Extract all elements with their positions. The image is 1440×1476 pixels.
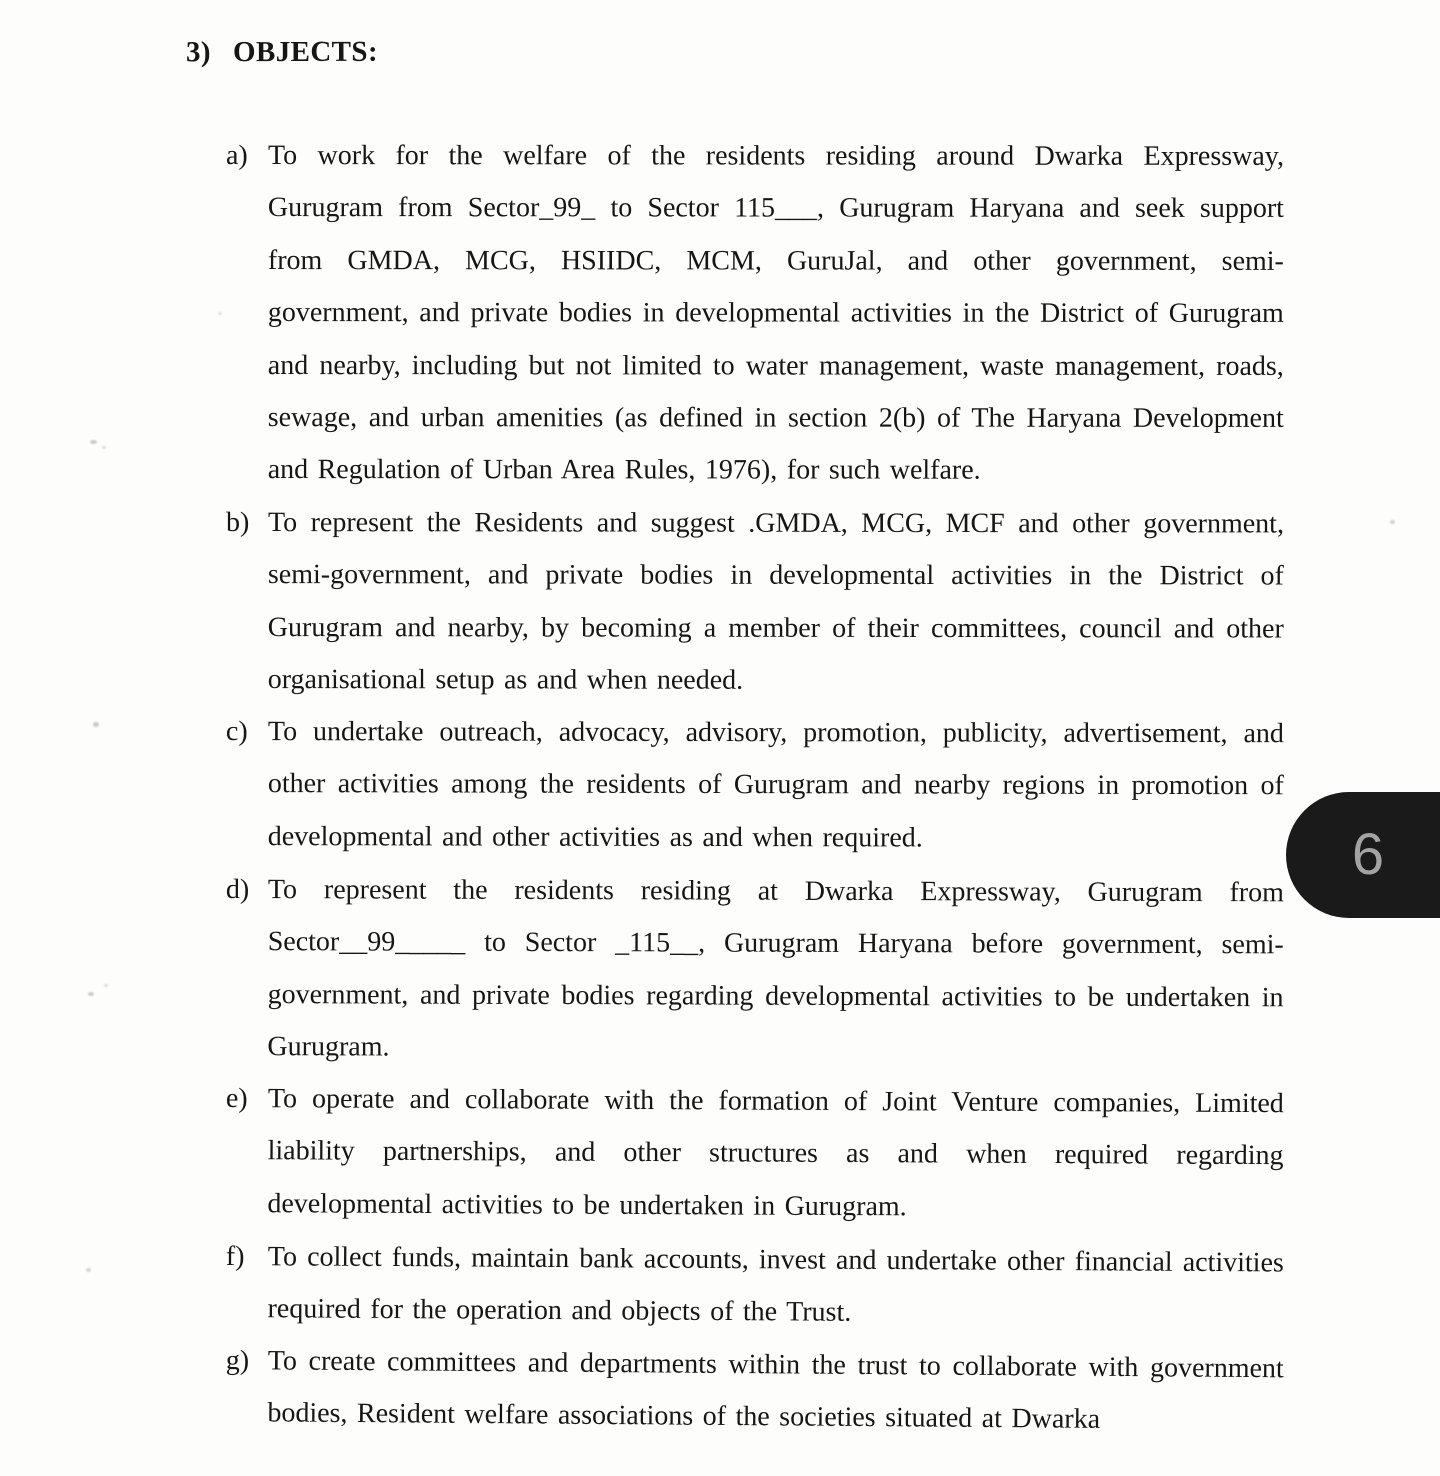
- list-item-b: [226, 497, 1284, 708]
- scan-speck: [104, 984, 108, 987]
- section-number: 3): [185, 36, 212, 69]
- list-item-label: f): [225, 1240, 245, 1272]
- list-item-text: To represent the Residents and suggest .GMDA, MCG, MCF and other government, semi-government, and private bodies in developmental activities in the District of Gurugram and nearby, by becoming a member of their committees, council and other organisational setup as and when needed.: [267, 506, 1284, 696]
- list-item-label: d): [225, 873, 250, 905]
- list-item-c: [226, 706, 1284, 865]
- scan-speck: [1390, 520, 1395, 524]
- scan-speck: [86, 1268, 91, 1272]
- list-item-text: To work for the welfare of the residents residing around Dwarka Expressway, Gurugram from Sector_99_ to Sector 115___, Gurugram Haryana and seek support from GMDA, MCG, HSIIDC, MCM, GuruJal, and other government, semi-government, and private bodies in developmental activities in the District of Gurugram and nearby, including but not limited to water management, waste management, roads, sewage, and urban amenities (as defined in section 2(b) of The Haryana Development and Regulation of Urban Area Rules, 1976), for such welfare.: [267, 140, 1284, 487]
- list-item-label: b): [225, 506, 250, 538]
- list-item-text: To create committees and departments within the trust to collaborate with government bodies, Resident welfare associations of the societies situated at Dwarka: [267, 1345, 1284, 1436]
- scan-speck: [102, 446, 106, 449]
- scan-speck: [90, 440, 97, 444]
- scan-speck: [93, 722, 99, 727]
- list-item-text: To represent the residents residing at Dwarka Expressway, Gurugram from Sector__99_____ to Sector _115__, Gurugram Haryana before government, semi-government, and private bodies regarding developmental activities to be undertaken in Gurugram.: [267, 873, 1284, 1063]
- list-item-label: e): [225, 1083, 248, 1115]
- page-number: 6: [1351, 822, 1385, 887]
- list-item-text: To operate and collaborate with the formation of Joint Venture companies, Limited liability partnerships, and other structures as and when required regarding developmental activities to be undertaken in Gurugram.: [267, 1083, 1284, 1223]
- page-number-tab: [1286, 792, 1440, 918]
- list-item-e: [225, 1073, 1284, 1235]
- list-item-text: To collect funds, maintain bank accounts, invest and undertake other financial activities required for the operation and objects of the Trust.: [267, 1240, 1284, 1328]
- list-item-f: [225, 1231, 1284, 1342]
- list-item-g: [225, 1335, 1284, 1448]
- scan-speck: [88, 992, 94, 996]
- objects-list: [226, 130, 1284, 1440]
- list-item-text: To undertake outreach, advocacy, advisory, promotion, publicity, advertisement, and other activities among the residents of Gurugram and nearby regions in promotion of developmental and other activities as and when required.: [267, 716, 1284, 854]
- list-item-d: [225, 864, 1284, 1077]
- list-item-label: g): [225, 1345, 250, 1377]
- scan-speck: [218, 312, 222, 315]
- list-item-a: [226, 130, 1284, 498]
- section-heading: [186, 36, 378, 70]
- list-item-label: c): [225, 716, 248, 748]
- section-title: OBJECTS:: [232, 35, 379, 69]
- list-item-label: a): [225, 140, 248, 172]
